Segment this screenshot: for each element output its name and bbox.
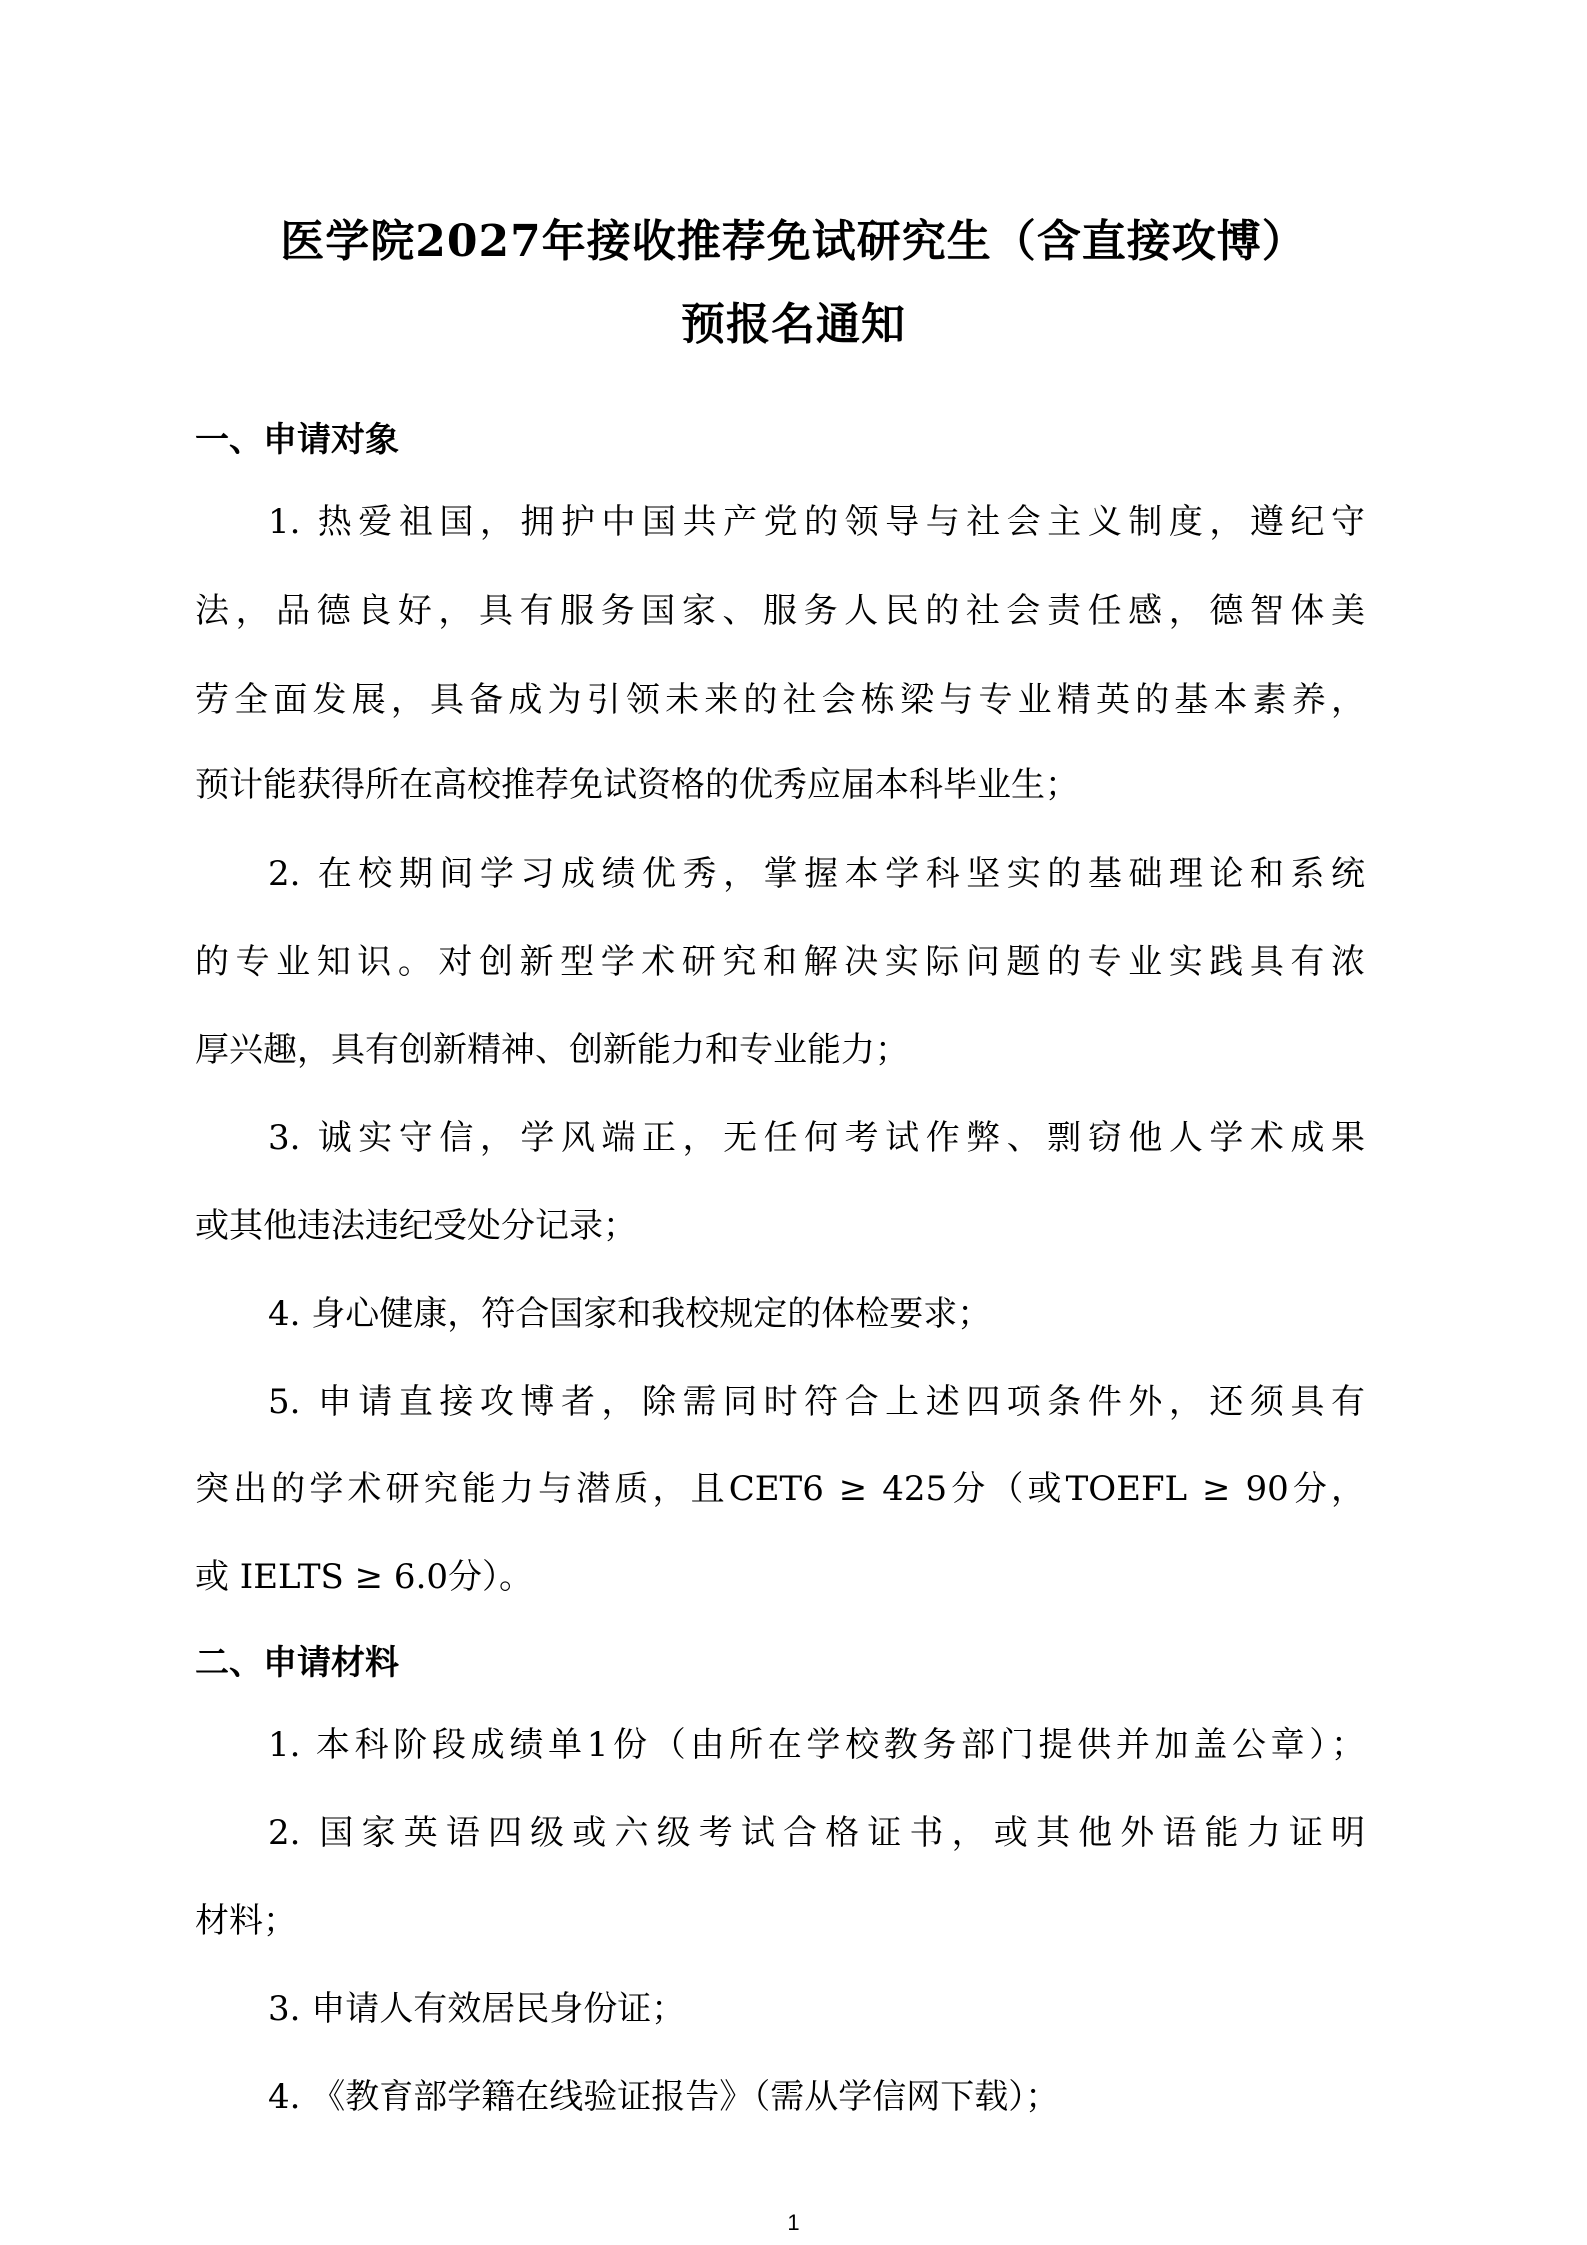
paragraph-line: 4. 身心健康，符合国家和我校规定的体检要求； bbox=[268, 1294, 992, 1334]
paragraph-line: 2. 在校期间学习成绩优秀，掌握本学科坚实的基础理论和系统 bbox=[268, 854, 1365, 894]
paragraph-line: 材料； bbox=[195, 1901, 297, 1941]
section-heading-applicants: 一、申请对象 bbox=[195, 420, 399, 460]
paragraph-line: 的专业知识。对创新型学术研究和解决实际问题的专业实践具有浓 bbox=[195, 942, 1365, 982]
paragraph-line: 3. 申请人有效居民身份证； bbox=[268, 1989, 686, 2029]
document-title: 医学院2027年接收推荐免试研究生（含直接攻博） bbox=[280, 216, 1307, 267]
document-subtitle: 预报名通知 bbox=[681, 299, 906, 350]
paragraph-line: 3. 诚实守信，学风端正，无任何考试作弊、剽窃他人学术成果 bbox=[268, 1118, 1365, 1158]
paragraph-line: 厚兴趣，具有创新精神、创新能力和专业能力； bbox=[195, 1030, 909, 1070]
page-number: 1 bbox=[787, 2210, 800, 2235]
paragraph-line: 突出的学术研究能力与潜质，且CET6 ≥ 425分（或TOEFL ≥ 90分， bbox=[195, 1469, 1365, 1509]
paragraph-line: 1. 本科阶段成绩单1份（由所在学校教务部门提供并加盖公章）； bbox=[268, 1725, 1365, 1765]
paragraph-line: 或其他违法违纪受处分记录； bbox=[195, 1206, 637, 1246]
paragraph-line: 或 IELTS ≥ 6.0分）。 bbox=[195, 1557, 534, 1597]
paragraph-line: 法，品德良好，具有服务国家、服务人民的社会责任感，德智体美 bbox=[195, 591, 1365, 631]
paragraph-line: 2. 国家英语四级或六级考试合格证书，或其他外语能力证明 bbox=[268, 1813, 1365, 1853]
paragraph-line: 劳全面发展，具备成为引领未来的社会栋梁与专业精英的基本素养， bbox=[195, 680, 1365, 720]
paragraph-line: 预计能获得所在高校推荐免试资格的优秀应届本科毕业生； bbox=[195, 765, 1079, 805]
paragraph-line: 5. 申请直接攻博者，除需同时符合上述四项条件外，还须具有 bbox=[268, 1382, 1365, 1422]
paragraph-line: 1. 热爱祖国，拥护中国共产党的领导与社会主义制度，遵纪守 bbox=[268, 502, 1365, 542]
paragraph-line: 4. 《教育部学籍在线验证报告》（需从学信网下载）； bbox=[268, 2077, 1060, 2117]
section-heading-materials: 二、申请材料 bbox=[195, 1643, 399, 1683]
